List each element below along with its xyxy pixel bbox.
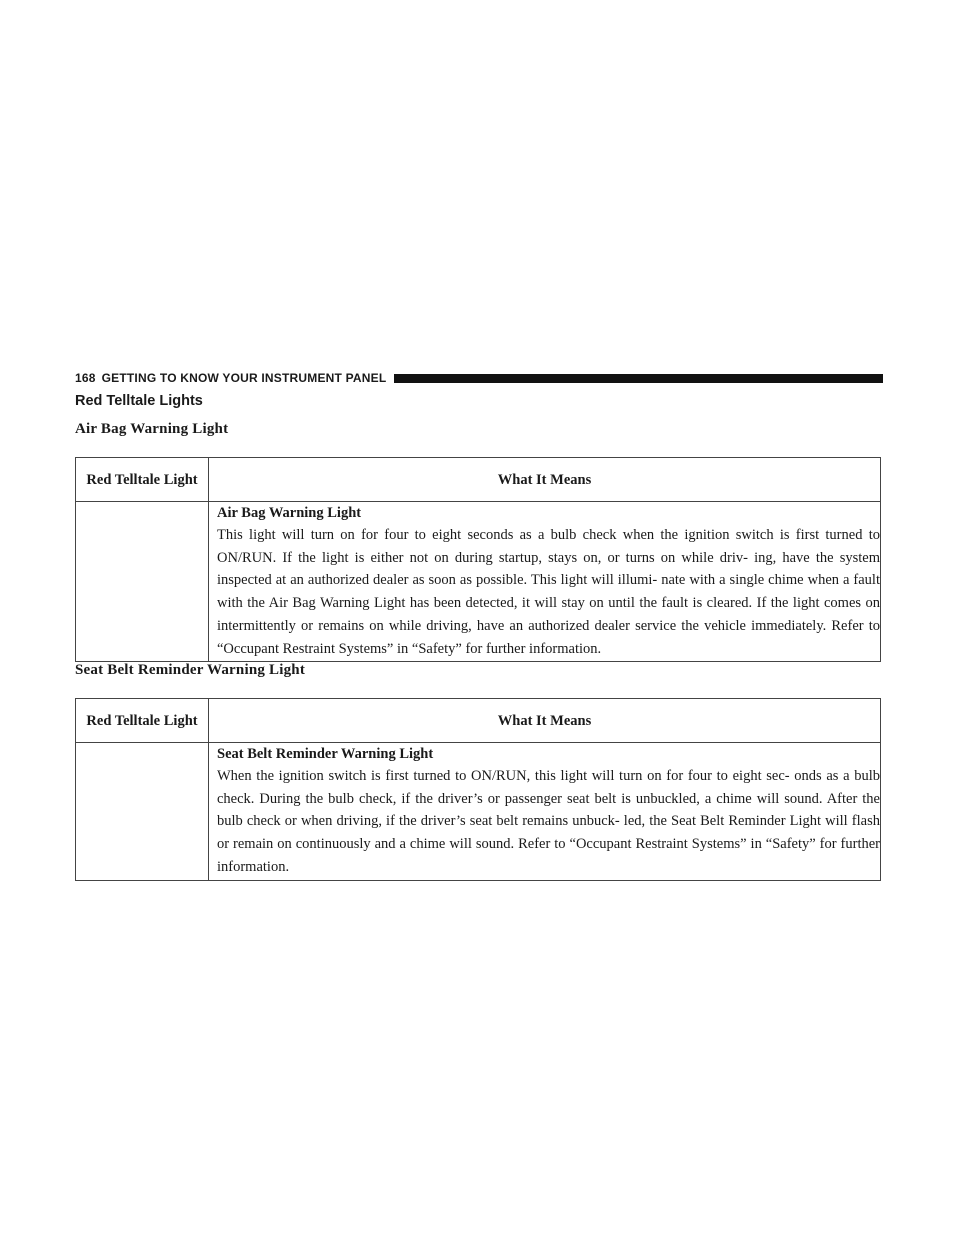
table-row — [76, 502, 881, 662]
airbag-table-title: Air Bag Warning Light — [75, 421, 229, 437]
description-body: When the ignition switch is first turned to ON/RUN, this light will turn on for four to eight sec- onds as a bulb check. During the bulb check, if the driver’s or passenger seat belt is unbuckled, a chime will sound. After the bulb check or when driving, if the driver’s seat belt remains unbuck- led, the Seat Belt Reminder Light will flash or remain on continuously and a chime will sound. Refer to “Occupant Restraint Systems” in “Safety” for further information. — [217, 768, 880, 875]
column-header-light: Red Telltale Light — [76, 699, 209, 743]
table-header-row — [76, 458, 881, 502]
table-row — [76, 743, 881, 881]
section-title: Red Telltale Lights — [75, 393, 203, 409]
telltale-icon-cell — [76, 502, 209, 662]
seatbelt-telltale-table — [75, 698, 881, 881]
seatbelt-table-title: Seat Belt Reminder Warning Light — [75, 662, 306, 678]
description-cell — [209, 502, 881, 662]
description-heading: Seat Belt Reminder Warning Light — [217, 746, 434, 762]
page-header — [75, 370, 883, 386]
airbag-telltale-table — [75, 457, 881, 662]
description-cell — [209, 743, 881, 881]
page-number: 168 — [75, 371, 96, 385]
column-header-meaning: What It Means — [209, 458, 881, 502]
chapter-title: GETTING TO KNOW YOUR INSTRUMENT PANEL — [101, 371, 387, 385]
telltale-icon-cell — [76, 743, 209, 881]
column-header-light: Red Telltale Light — [76, 458, 209, 502]
description-heading: Air Bag Warning Light — [217, 505, 362, 521]
table-header-row — [76, 699, 881, 743]
description-body: This light will turn on for four to eight seconds as a bulb check when the ignition switch is first turned to ON/RUN. If the light is either not on during startup, stays on, or turns on while driv- ing, have the system inspected at an authorized dealer as soon as possible. This light will illumi- nate with a single chime when a fault with the Air Bag Warning Light has been detected, it will stay on until the fault is cleared. If the light comes on intermittently or remains on while driving, have an authorized dealer service the vehicle immediately. Refer to “Occupant Restraint Systems” in “Safety” for further information. — [217, 527, 880, 657]
column-header-meaning: What It Means — [209, 699, 881, 743]
header-rule — [394, 374, 883, 383]
